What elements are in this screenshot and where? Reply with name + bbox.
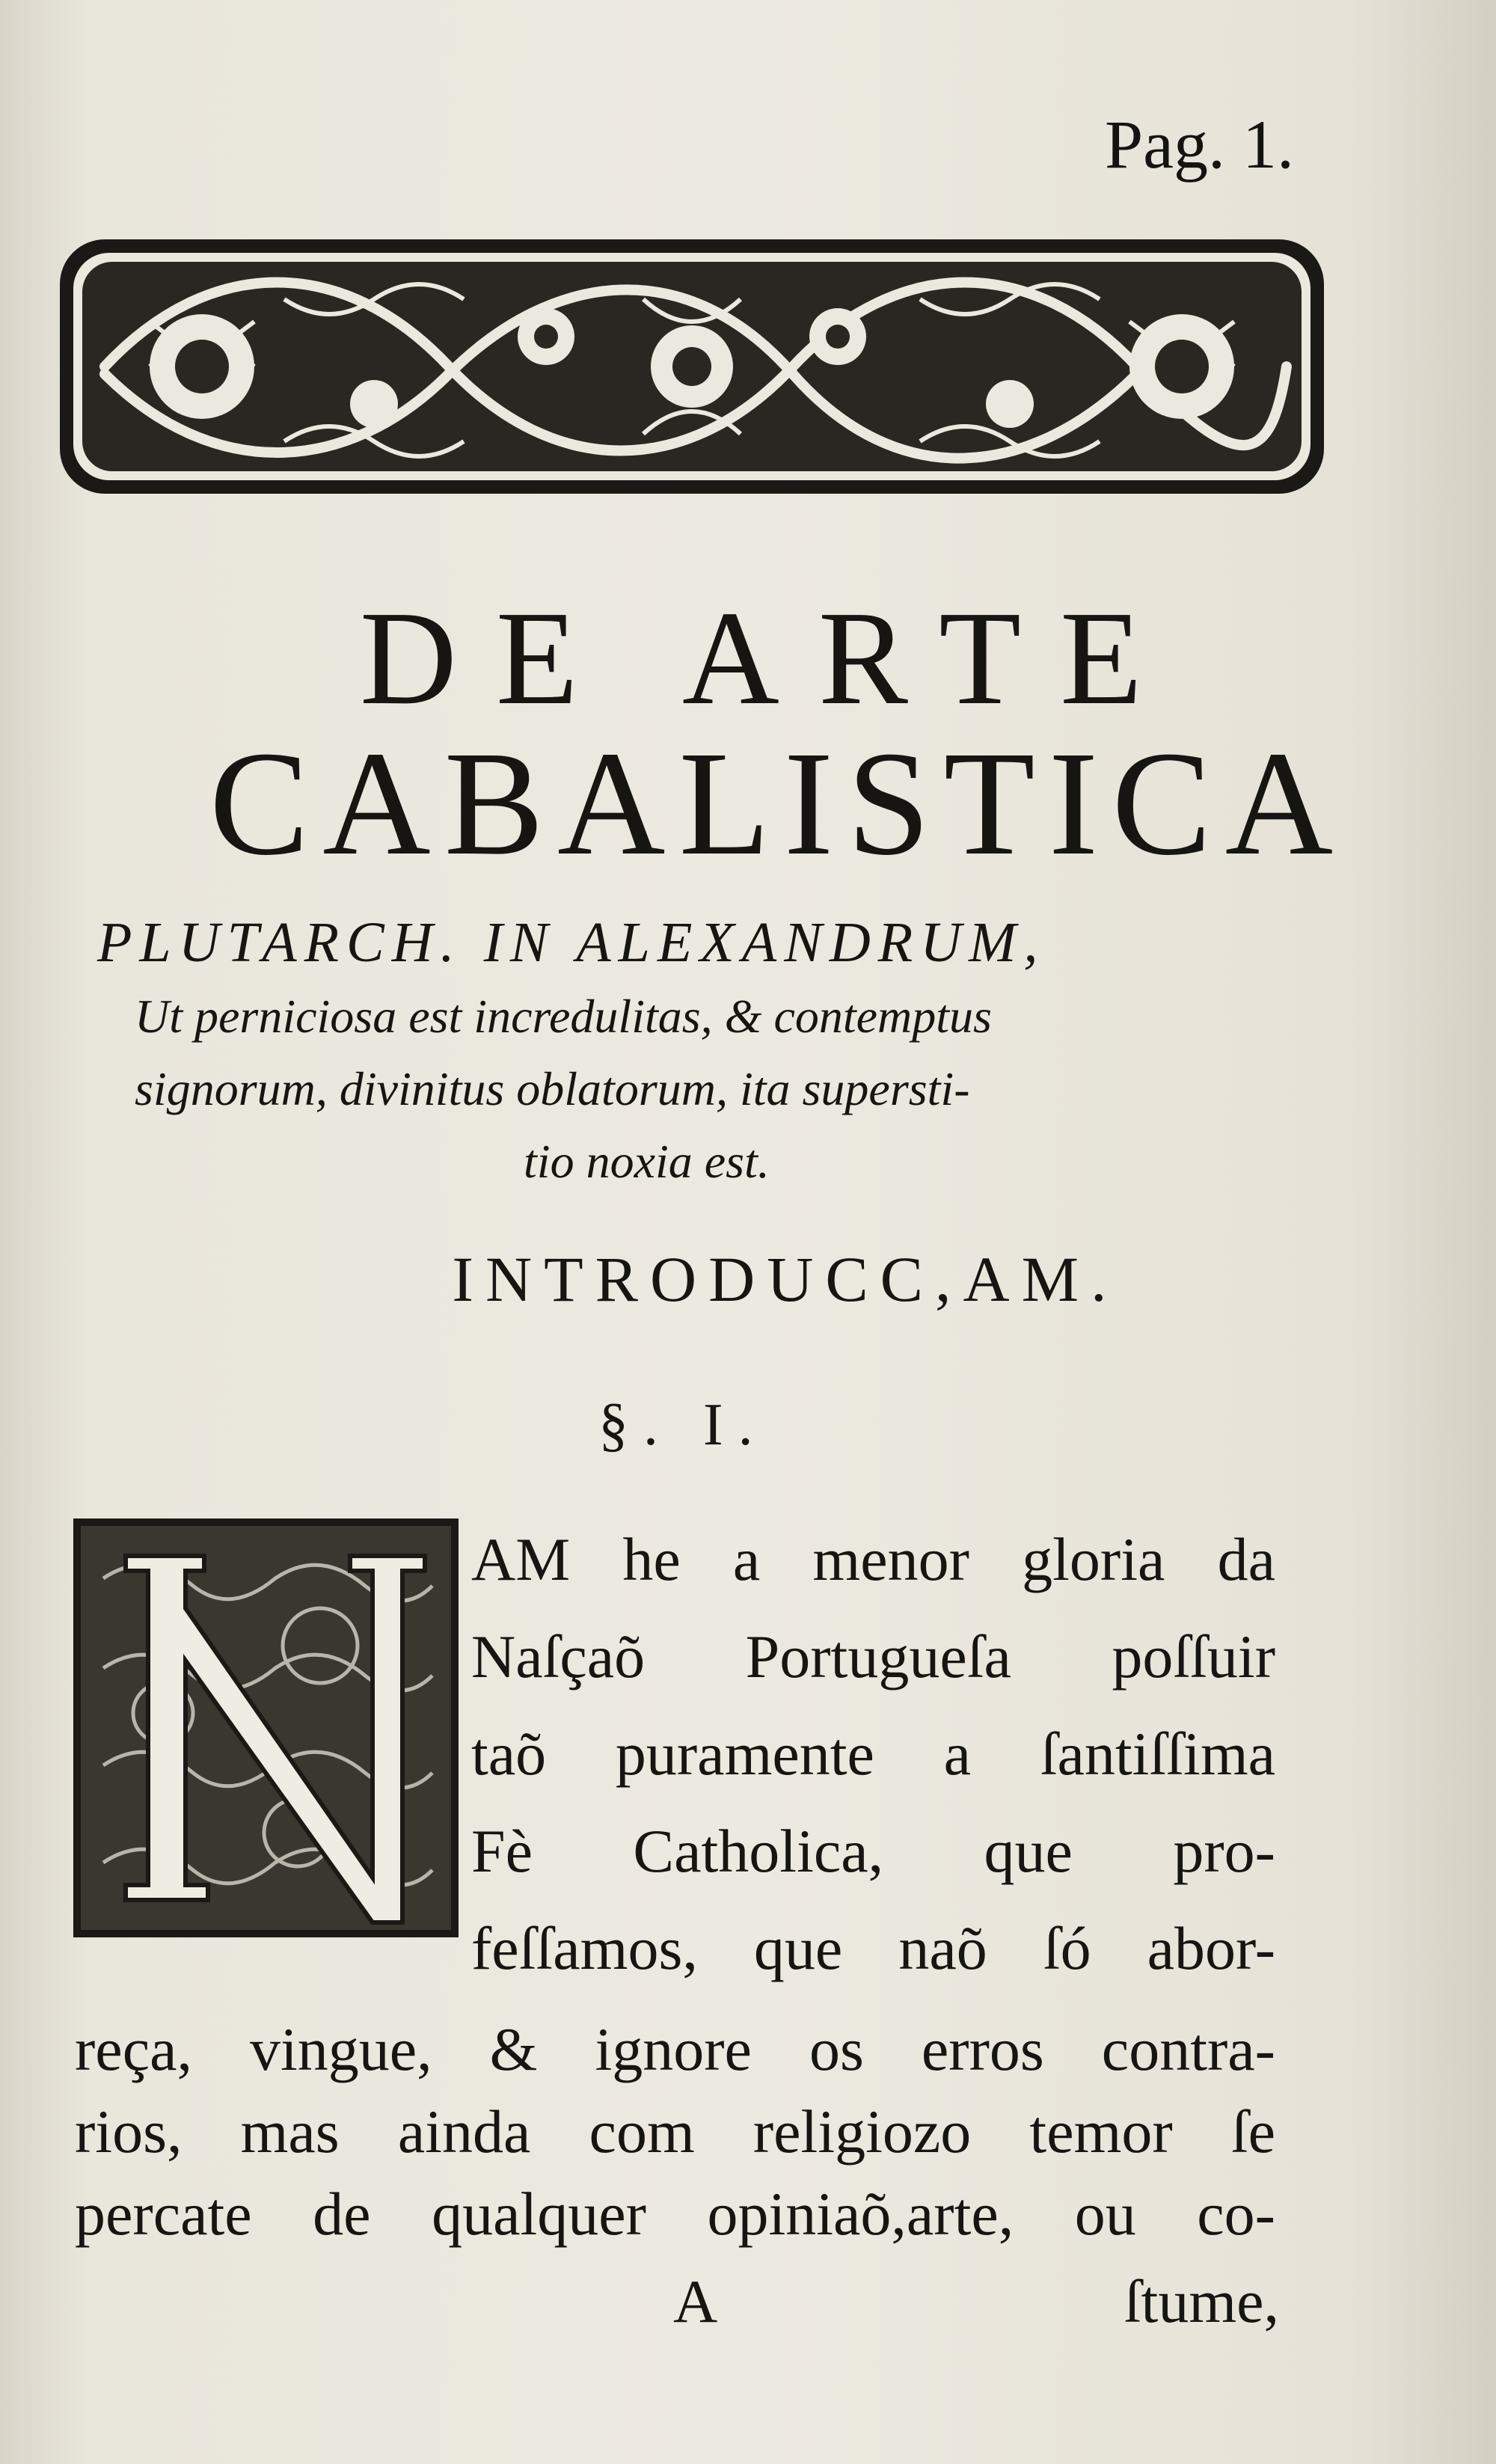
body-line: taõ puramente a ſantiſſima: [471, 1720, 1275, 1788]
epigraph-line: Ut perniciosa est incredulitas, & contemptus: [135, 990, 992, 1043]
author-citation: PLUTARCH. IN ALEXANDRUM,: [97, 911, 1046, 974]
drop-cap-letter: N: [73, 1518, 74, 1519]
decorated-drop-capital: [73, 1518, 459, 1937]
page-number: Pag. 1.: [1105, 106, 1294, 183]
body-line: rios, mas ainda com religiozo temor ſe: [75, 2097, 1275, 2166]
body-line: Fè Catholica, que pro-: [471, 1817, 1275, 1885]
body-line: AM he a menor gloria da: [471, 1525, 1275, 1593]
introduction-heading: INTRODUCC,AM.: [452, 1243, 1119, 1315]
body-line: reça, vingue, & ignore os erros contra-: [75, 2015, 1275, 2083]
floral-headpiece-ornament: [60, 209, 1324, 524]
body-line: percate de qualquer opiniaõ,arte, ou co-: [75, 2180, 1275, 2248]
epigraph: [135, 980, 1227, 1198]
body-line: Naſçaõ Portugueſa poſſuir: [471, 1622, 1275, 1691]
section-mark: §. I.: [598, 1392, 768, 1458]
epigraph-line: signorum, divinitus oblatorum, ita supersti-: [135, 1062, 970, 1115]
title-line-1: DE ARTE: [359, 583, 1182, 732]
catchword: ſtume,: [1123, 2267, 1279, 2335]
title-line-2: CABALISTICA: [209, 721, 1347, 886]
body-line: feſſamos, que naõ ſó abor-: [471, 1914, 1275, 1982]
epigraph-line: tio noxia est.: [524, 1135, 770, 1188]
signature-mark: A: [673, 2267, 718, 2335]
